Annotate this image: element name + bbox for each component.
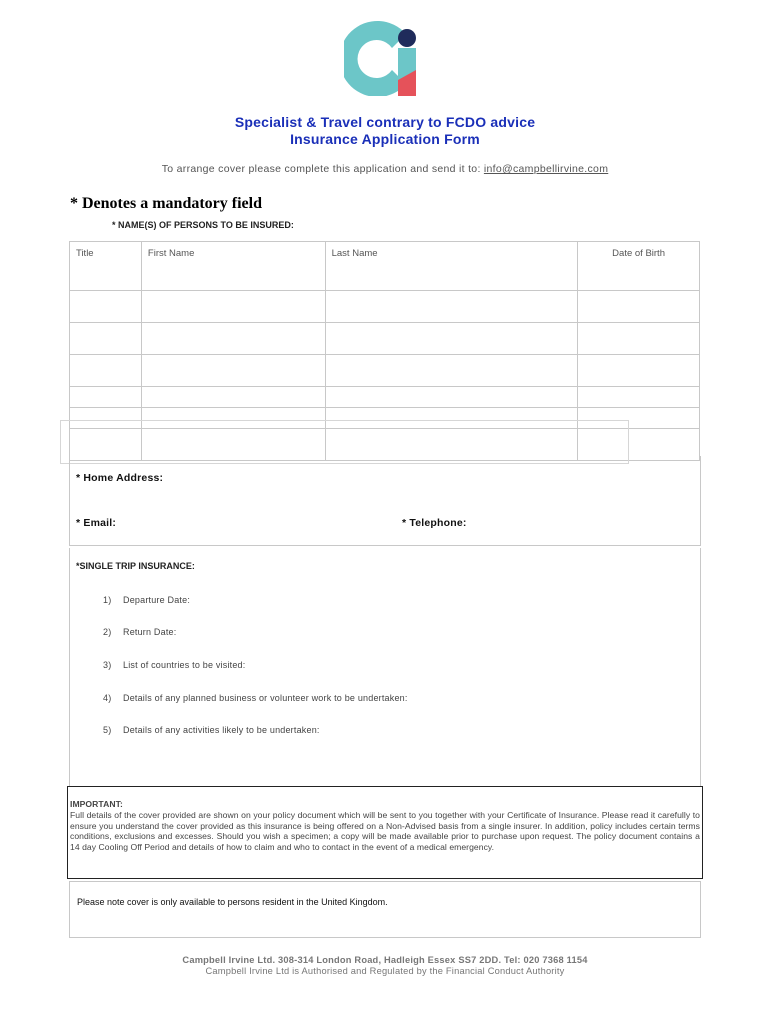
contact-section [69,456,701,546]
last-name-cell[interactable] [325,355,578,387]
dob-cell[interactable] [578,291,700,323]
trip-item-number: 4) [103,693,112,703]
mandatory-note: * Denotes a mandatory field [70,195,262,212]
first-name-cell[interactable] [141,291,325,323]
trip-item-departure [103,595,190,605]
trip-item-label: Departure Date: [123,595,191,605]
form-title-line2: Insurance Application Form [290,131,480,147]
form-title-line1: Specialist & Travel contrary to FCDO advice [234,114,536,130]
single-trip-section [69,548,701,786]
column-title: Title [70,242,142,291]
trip-item-countries [103,660,245,670]
dob-cell[interactable] [578,323,700,355]
telephone-label: * Telephone: [402,517,467,529]
important-notice [67,786,703,879]
title-cell[interactable] [70,323,142,355]
logo-i-dot [398,29,416,47]
contact-email-link[interactable]: info@campbellirvine.com [483,163,609,175]
resident-note: Please note cover is only available to persons resident in the United Kingdom. [77,897,388,907]
trip-item-number: 2) [103,627,112,637]
trip-item-return [103,627,176,637]
resident-note-box [69,881,701,938]
last-name-cell[interactable] [325,387,578,408]
dob-cell[interactable] [578,387,700,408]
trip-item-number: 5) [103,725,112,735]
email-label: * Email: [76,517,117,529]
first-name-cell[interactable] [141,387,325,408]
title-cell[interactable] [70,355,142,387]
important-title: IMPORTANT: [70,799,123,809]
column-date-of-birth: Date of Birth [578,242,700,291]
dob-cell[interactable] [578,355,700,387]
first-name-cell[interactable] [141,323,325,355]
last-name-cell[interactable] [325,291,578,323]
column-first-name: First Name [141,242,325,291]
home-address-label: * Home Address: [76,472,164,484]
table-row [70,291,700,323]
table-row [70,323,700,355]
trip-item-label: Return Date: [123,627,177,637]
trip-item-label: List of countries to be visited: [123,660,246,670]
last-name-cell[interactable] [325,323,578,355]
trip-item-number: 3) [103,660,112,670]
table-row [70,355,700,387]
first-name-cell[interactable] [141,355,325,387]
title-cell[interactable] [70,291,142,323]
trip-item-business [103,693,408,703]
footer-address: Campbell Irvine Ltd. 308-314 London Road, Hadleigh Essex SS7 2DD. Tel: 020 7368 1154 [182,955,588,965]
single-trip-heading: *SINGLE TRIP INSURANCE: [76,561,195,571]
footer-regulation: Campbell Irvine Ltd is Authorised and Regulated by the Financial Conduct Authority [205,966,565,976]
important-text-block [70,799,700,853]
trip-item-activities [103,725,320,735]
trip-item-number: 1) [103,595,112,605]
names-heading: * NAME(S) OF PERSONS TO BE INSURED: [112,220,294,230]
trip-item-label: Details of any activities likely to be undertaken: [123,725,320,735]
important-body: Full details of the cover provided are shown on your policy document which will be sent to you together with your Certificate of Insurance. Please read it carefully to ensure you understand the cover provided as this insurance is being offered on a Non-Advised basis from a single insurer. In addition, policy includes certain terms conditions, exclusions and excesses. Should you wish a specimen; a copy will be made available prior to purchase upon request. The policy document contains a 14 day Cooling Off Period and details of how to claim and who to contact in the event of a medical emergency. [70,809,700,853]
title-cell[interactable] [70,387,142,408]
campbell-irvine-logo-icon [344,18,428,96]
names-table-header [70,242,700,291]
trip-item-label: Details of any planned business or volunteer work to be undertaken: [123,693,408,703]
intro-label: To arrange cover please complete this application and send it to: [161,163,484,175]
intro-text [0,163,770,175]
logo-c-shape [344,21,406,96]
column-last-name: Last Name [325,242,578,291]
table-row [70,387,700,408]
